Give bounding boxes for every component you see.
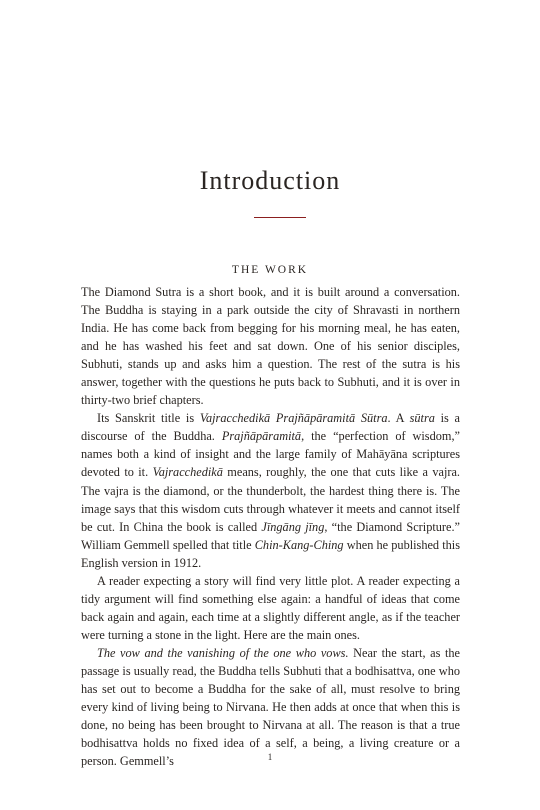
section-heading: THE WORK <box>231 264 309 276</box>
p2-italic-prajnaparamita: Prajñāpāramitā <box>221 429 302 444</box>
p4-text-1: Near the start, as the passage is usually read, the Buddha tells Subhuti that a bodhisattva, one who has set out to become a Buddha for the sake of all, must resolve to bring every kind of living being to Nirvana. He then adds at once that when this is done, no being has been brought to Nirvana at all. The reason is that a true bodhisattva holds no fixed idea of a self, a being, a living creature or a person. Gemmell’s <box>81 645 460 769</box>
p2-text-2: . A <box>387 411 410 426</box>
page-number: 1 <box>267 752 273 762</box>
p2-italic-vajracchedika: Vajracchedikā <box>152 465 223 480</box>
p2-italic-jingang-jing: Jīngāng jīng <box>261 519 325 534</box>
p2-text-6: , “the Diamond Scripture.” William Gemmell spelled that title <box>81 519 460 552</box>
p2-text-5: means, roughly, the one that cuts like a vajra. The vajra is the diamond, or the thunderbolt, the hardest thing there is. The image says that this wisdom cuts through whatever it meets and cannot itself be cut. In China the book is called <box>81 465 460 534</box>
p4-italic-lead: The vow and the vanishing of the one who vows. <box>97 645 349 660</box>
paragraph-2 <box>81 409 460 571</box>
p2-italic-sutra: sūtra <box>409 411 435 426</box>
p2-text-1: Its Sanskrit title is <box>97 411 200 426</box>
p2-italic-chin-kang-ching: Chin-Kang-Ching <box>254 537 344 552</box>
paragraph-3: A reader expecting a story will find very little plot. A reader expecting a tidy argument will find something else again: a handful of ideas that come back again and again, each time at a slightly different angle, as if the teacher were turning a stone in the light. Here are the main ones. <box>81 573 460 642</box>
p2-text-7: when he published this English version in 1912. <box>81 537 461 570</box>
body-text <box>81 283 460 770</box>
p2-italic-title: Vajracchedikā Prajñāpāramitā Sūtra <box>199 411 388 426</box>
p2-text-3: is a discourse of the Buddha. <box>81 411 461 444</box>
title-rule <box>254 217 306 218</box>
paragraph-1: The Diamond Sutra is a short book, and it is built around a conversation. The Buddha is staying in a park outside the city of Shravasti in northern India. He has come back from begging for his morning meal, he has eaten, and he has washed his feet and sat down. One of his senior disciples, Subhuti, stands up and asks him a question. The rest of the sutra is his answer, together with the questions he puts back to Subhuti, and it is over in thirty-two brief chapters. <box>81 285 460 408</box>
p2-text-4: , the “perfection of wisdom,” names both a kind of insight and the large family of Mahāyāna scriptures devoted to it. <box>81 429 460 480</box>
chapter-title: Introduction <box>199 166 341 195</box>
